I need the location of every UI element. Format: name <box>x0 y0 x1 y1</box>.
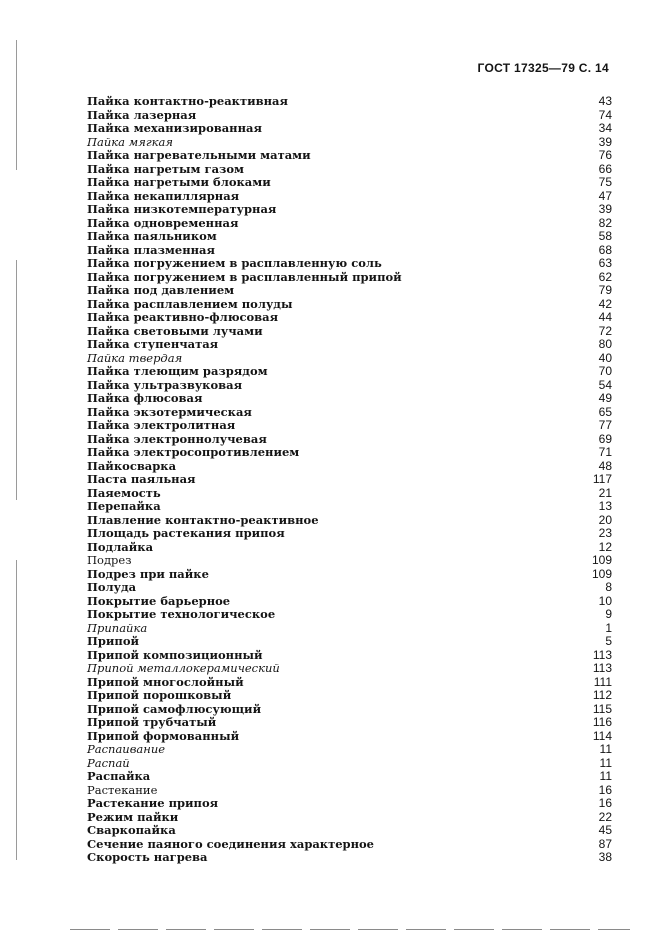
index-entry <box>87 257 612 271</box>
index-term: Припой <box>87 634 140 648</box>
index-term: Пайка флюсовая <box>87 391 203 405</box>
term-index-list <box>87 95 612 865</box>
index-page-number: 1 <box>605 620 612 635</box>
index-entry <box>87 122 612 136</box>
index-entry <box>87 797 612 811</box>
index-entry <box>87 352 612 366</box>
index-page-number: 40 <box>598 350 612 365</box>
index-page-number: 42 <box>598 296 612 311</box>
index-page-number: 8 <box>605 580 612 594</box>
index-term: Пайка одновременная <box>87 215 239 230</box>
index-page-number: 16 <box>598 782 612 797</box>
index-page-number: 80 <box>598 337 612 351</box>
index-page-number: 72 <box>598 323 612 338</box>
index-term: Полуда <box>87 580 137 594</box>
index-term: Покрытие технологическое <box>87 607 276 621</box>
index-term: Подлайка <box>87 539 154 554</box>
index-entry <box>87 230 612 244</box>
index-term: Пайка паяльником <box>87 229 217 243</box>
index-term: Подрез <box>87 553 132 567</box>
index-entry <box>87 784 612 798</box>
index-entry <box>87 811 612 825</box>
index-page-number: 43 <box>598 94 612 108</box>
index-entry <box>87 460 612 474</box>
index-entry <box>87 446 612 460</box>
index-term: Пайкосварка <box>87 458 177 473</box>
index-term: Перепайка <box>87 499 161 513</box>
index-page-number: 5 <box>605 634 612 648</box>
index-entry <box>87 284 612 298</box>
index-term: Пайка ступенчатая <box>87 337 219 351</box>
index-term: Припой самофлюсующий <box>87 701 262 716</box>
index-entry <box>87 136 612 150</box>
index-term: Распайка <box>87 769 151 783</box>
index-term: Припой трубчатый <box>87 715 217 729</box>
index-term: Подрез при пайке <box>87 566 209 581</box>
index-entry <box>87 554 612 568</box>
page-bottom-rule <box>70 929 630 930</box>
index-page-number: 109 <box>591 566 612 581</box>
index-term: Пайка плазменная <box>87 242 216 257</box>
index-entry <box>87 838 612 852</box>
index-term: Пайка тлеющим разрядом <box>87 364 268 378</box>
index-entry <box>87 203 612 217</box>
index-page-number: 22 <box>598 809 612 824</box>
index-page-number: 113 <box>592 647 612 662</box>
index-term: Паста паяльная <box>87 472 196 486</box>
index-term: Пайка мягкая <box>87 134 173 149</box>
index-page-number: 11 <box>599 769 612 783</box>
index-page-number: 115 <box>592 701 612 716</box>
index-page-number: 62 <box>598 269 612 284</box>
index-page-number: 54 <box>598 377 612 392</box>
index-entry <box>87 379 612 393</box>
index-term: Пайка контактно-реактивная <box>87 94 288 108</box>
index-term: Пайка экзотермическая <box>87 404 252 419</box>
index-entry <box>87 595 612 609</box>
index-page-number: 109 <box>591 553 612 567</box>
index-entry <box>87 271 612 285</box>
index-page-number: 9 <box>605 607 612 621</box>
margin-rule-top <box>16 40 17 170</box>
index-entry <box>87 217 612 231</box>
index-entry <box>87 730 612 744</box>
index-page-number: 117 <box>592 472 612 486</box>
index-entry <box>87 338 612 352</box>
index-entry <box>87 500 612 514</box>
index-entry <box>87 851 612 865</box>
index-entry <box>87 581 612 595</box>
page-header: ГОСТ 17325—79 С. 14 <box>477 61 609 75</box>
index-entry <box>87 676 612 690</box>
index-term: Пайка световыми лучами <box>87 323 263 338</box>
index-page-number: 112 <box>592 688 612 702</box>
index-page-number: 45 <box>598 823 612 837</box>
index-page-number: 34 <box>598 121 612 135</box>
index-entry <box>87 527 612 541</box>
index-entry <box>87 689 612 703</box>
index-term: Пайка нагретым газом <box>87 161 245 176</box>
index-page-number: 48 <box>598 458 612 473</box>
index-entry <box>87 757 612 771</box>
index-term: Пайка реактивно-флюсовая <box>87 310 279 324</box>
index-page-number: 87 <box>598 836 612 851</box>
index-entry <box>87 514 612 528</box>
index-page-number: 38 <box>598 850 612 864</box>
index-term: Паяемость <box>87 485 161 500</box>
index-entry <box>87 190 612 204</box>
index-page-number: 12 <box>598 539 612 554</box>
index-page-number: 114 <box>592 728 612 743</box>
index-term: Плавление контактно-реактивное <box>87 512 319 527</box>
index-term: Припой формованный <box>87 728 240 743</box>
index-entry <box>87 473 612 487</box>
index-page-number: 116 <box>592 715 612 729</box>
index-page-number: 111 <box>593 674 612 689</box>
margin-rule-middle <box>16 260 17 500</box>
index-page-number: 75 <box>598 175 612 189</box>
index-term: Сечение паяного соединения характерное <box>87 836 375 851</box>
index-page-number: 68 <box>598 242 612 257</box>
index-term: Припой порошковый <box>87 688 232 702</box>
index-page-number: 20 <box>598 512 612 527</box>
index-term: Припой металлокерамический <box>87 661 280 675</box>
index-entry <box>87 95 612 109</box>
index-term: Пайка ультразвуковая <box>87 377 243 392</box>
index-term: Пайка некапиллярная <box>87 188 240 203</box>
index-page-number: 66 <box>598 161 612 176</box>
index-term: Пайка погружением в расплавленный припой <box>87 269 402 284</box>
index-page-number: 79 <box>598 283 612 297</box>
index-page-number: 16 <box>598 796 612 810</box>
index-entry <box>87 406 612 420</box>
index-entry <box>87 743 612 757</box>
index-term: Пайка лазерная <box>87 107 197 122</box>
index-term: Пайка электроннолучевая <box>87 431 267 446</box>
index-page-number: 23 <box>598 526 612 540</box>
index-entry <box>87 487 612 501</box>
index-entry <box>87 419 612 433</box>
index-term: Пайка механизированная <box>87 121 262 135</box>
index-page-number: 70 <box>598 364 612 378</box>
index-term: Припой многослойный <box>87 674 244 689</box>
index-entry <box>87 770 612 784</box>
index-term: Пайка электролитная <box>87 418 236 432</box>
index-page-number: 82 <box>598 215 612 230</box>
index-page-number: 65 <box>598 404 612 419</box>
index-term: Сваркопайка <box>87 823 176 837</box>
index-entry <box>87 703 612 717</box>
index-page-number: 44 <box>598 310 612 324</box>
index-entry <box>87 541 612 555</box>
index-entry <box>87 824 612 838</box>
index-page-number: 21 <box>598 485 612 500</box>
index-page-number: 39 <box>598 202 612 216</box>
index-page-number: 49 <box>598 391 612 405</box>
index-page-number: 76 <box>598 148 612 162</box>
index-entry <box>87 622 612 636</box>
index-entry <box>87 109 612 123</box>
index-entry <box>87 176 612 190</box>
index-term: Покрытие барьерное <box>87 593 231 608</box>
index-page-number: 74 <box>598 107 612 122</box>
index-entry <box>87 311 612 325</box>
index-entry <box>87 365 612 379</box>
index-entry <box>87 163 612 177</box>
index-page-number: 11 <box>599 755 612 770</box>
index-term: Пайка под давлением <box>87 283 235 297</box>
index-term: Пайка нагретыми блоками <box>87 175 271 189</box>
index-page-number: 71 <box>598 445 612 459</box>
index-term: Пайка нагревательными матами <box>87 148 311 162</box>
index-page-number: 47 <box>598 188 612 203</box>
index-term: Припайка <box>87 620 148 635</box>
index-entry <box>87 635 612 649</box>
index-term: Распай <box>87 755 130 770</box>
index-entry <box>87 433 612 447</box>
index-entry <box>87 392 612 406</box>
index-term: Растекание <box>87 782 158 797</box>
margin-rule-bottom <box>16 560 17 860</box>
index-entry <box>87 716 612 730</box>
index-term: Распаивание <box>87 742 166 756</box>
index-term: Пайка погружением в расплавленную соль <box>87 256 382 270</box>
index-page-number: 39 <box>598 134 612 149</box>
index-page-number: 77 <box>598 418 612 432</box>
index-term: Пайка расплавлением полуды <box>87 296 293 311</box>
index-entry <box>87 608 612 622</box>
index-page-number: 113 <box>592 661 612 675</box>
index-page-number: 10 <box>598 593 612 608</box>
index-term: Припой композиционный <box>87 647 263 662</box>
index-entry <box>87 298 612 312</box>
index-entry <box>87 325 612 339</box>
index-page-number: 13 <box>598 499 612 513</box>
index-page-number: 11 <box>599 742 612 756</box>
index-term: Растекание припоя <box>87 796 219 810</box>
index-term: Скорость нагрева <box>87 850 208 864</box>
index-term: Пайка низкотемпературная <box>87 202 277 216</box>
index-page-number: 58 <box>598 229 612 243</box>
index-term: Пайка электросопротивлением <box>87 445 300 459</box>
index-term: Площадь растекания припоя <box>87 526 285 540</box>
index-term: Режим пайки <box>87 809 179 824</box>
index-page-number: 63 <box>598 256 612 270</box>
index-entry <box>87 568 612 582</box>
index-entry <box>87 244 612 258</box>
index-term: Пайка твердая <box>87 350 183 365</box>
index-page-number: 69 <box>598 431 612 446</box>
index-entry <box>87 649 612 663</box>
index-entry <box>87 662 612 676</box>
index-entry <box>87 149 612 163</box>
